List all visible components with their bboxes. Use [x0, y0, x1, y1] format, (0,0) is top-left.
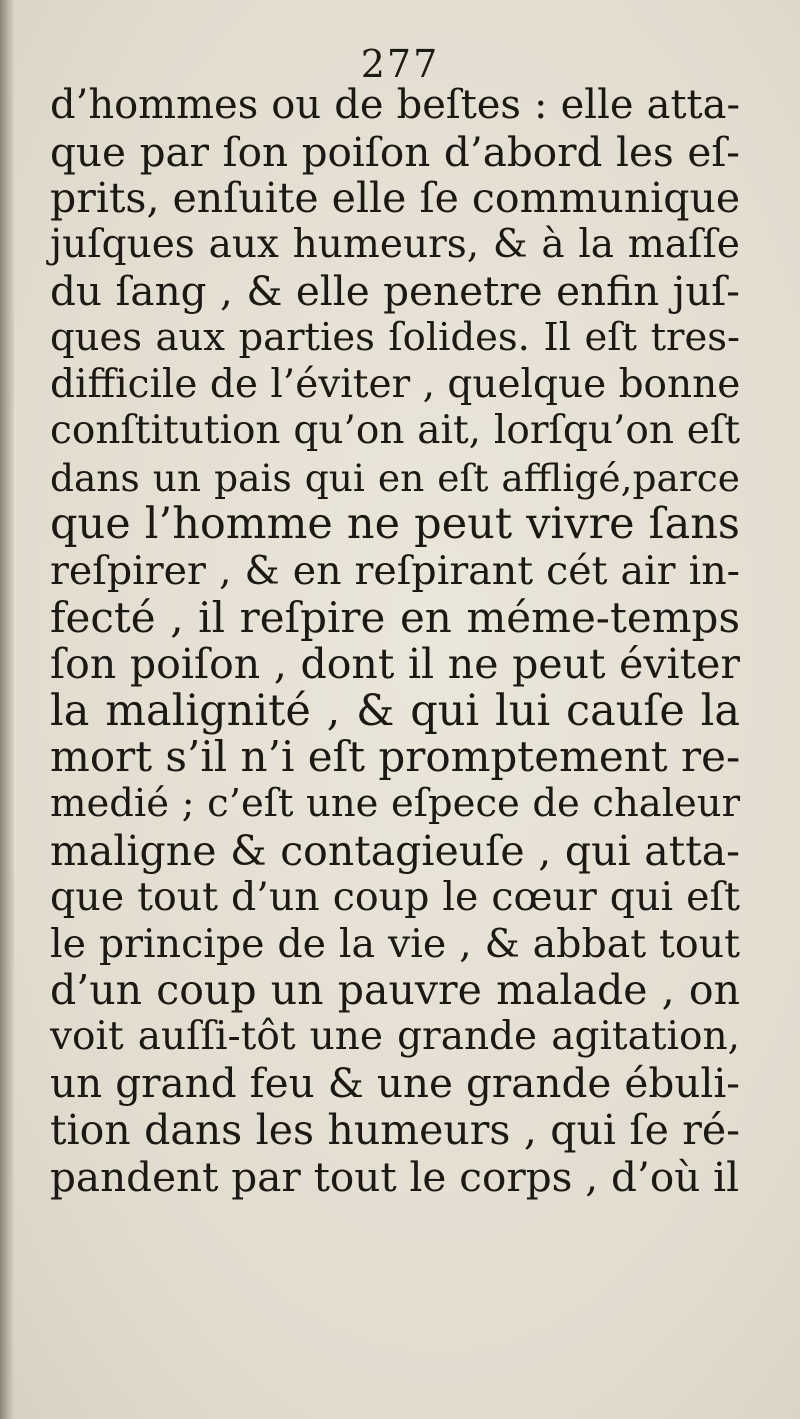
text-line: juſques aux humeurs, & à la maſſe — [50, 221, 740, 267]
text-line: le principe de la vie , & abbat tout — [50, 920, 740, 967]
text-line: conſtitution qu’on ait, lorſqu’on eſt — [50, 408, 740, 454]
text-line: ſon poiſon , dont il ne peut éviter — [50, 640, 740, 689]
text-line: ques aux parties ſolides. Il eſt tres- — [50, 314, 740, 360]
page-gutter-shadow — [0, 0, 14, 1419]
text-line: mort s’il n’i eſt promptement re- — [50, 732, 741, 782]
text-line: d’un coup un pauvre malade , on — [50, 966, 740, 1015]
text-line: un grand feu & une grande ébuli- — [50, 1059, 740, 1108]
text-line: dans un pais qui en eſt affligé,parce — [50, 455, 740, 500]
text-line: que l’homme ne peut vivre ſans — [50, 499, 740, 550]
text-line: medié ; c’eſt une eſpece de chaleur — [50, 780, 740, 826]
text-line: d’hommes ou de beſtes : elle atta- — [50, 82, 740, 128]
text-line: la malignité , & qui lui cauſe la — [50, 685, 740, 736]
text-line: difficile de l’éviter , quelque bonne — [50, 361, 741, 407]
body-text — [50, 82, 740, 1200]
text-line: pandent par tout le corps , d’où il — [50, 1152, 740, 1201]
text-line: que par ſon poiſon d’abord les eſ- — [50, 127, 740, 176]
text-line: fecté , il reſpire en méme-temps — [50, 592, 740, 642]
text-line: du ſang , & elle penetre enfin juſ- — [50, 267, 740, 316]
text-line: que tout d’un coup le cœur qui eſt — [50, 874, 740, 921]
page-number: 277 — [360, 42, 440, 86]
text-line: voit auſſi-tôt une grande agitation, — [50, 1013, 740, 1059]
text-line: prits, enſuite elle ſe communique — [50, 174, 741, 223]
text-line: maligne & contagieuſe , qui atta- — [50, 826, 740, 875]
text-line: tion dans les humeurs , qui ſe ré- — [50, 1106, 740, 1155]
text-line: reſpirer , & en reſpirant cét air in- — [50, 547, 740, 594]
